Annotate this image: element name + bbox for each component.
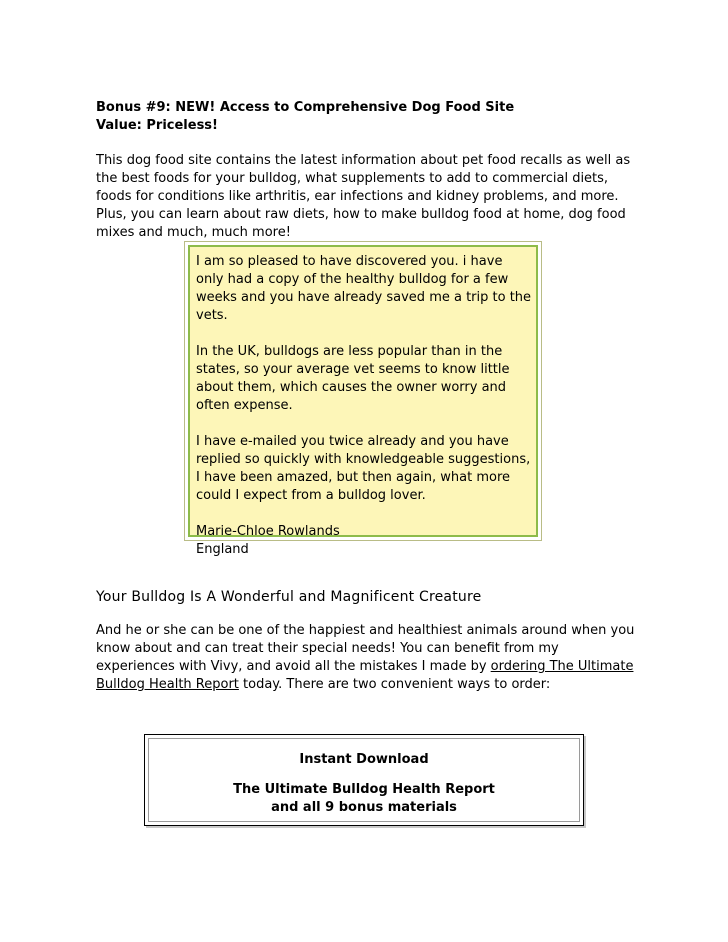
testimonial-paragraph-2: In the UK, bulldogs are less popular than in the states, so your average vet seems to know little about them, which causes the owner worry and often expense. [196,344,510,413]
bonus-description: This dog food site contains the latest information about pet food recalls as well as the best foods for your bulldog, what supplements to add to commercial diets, foods for conditions like arthritis, ear infections and kidney problems, and more. Plus, you can learn about raw diets, how to make bulldog food at home, dog food mixes and much, much more! [96,153,631,240]
testimonial-author: Marie-Chloe Rowlands [196,524,340,539]
section-heading: Your Bulldog Is A Wonderful and Magnificent Creature [96,589,482,605]
section-body [96,622,636,694]
instant-download-label: Instant Download [299,752,429,767]
testimonial-content [188,245,538,557]
bonus-title: Bonus #9: NEW! Access to Comprehensive Dog Food Site [96,100,515,115]
testimonial-paragraph-1: I am so pleased to have discovered you. i have only had a copy of the healthy bulldog for a few weeks and you have already saved me a trip to the vets. [196,254,532,323]
order-link[interactable]: ordering The Ultimate Bulldog Health Report [96,659,634,692]
section-body-text-1: And he or she can be one of the happiest and healthiest animals around when you know about and can treat their special needs! You can benefit from my experiences with Vivy, and avoid all the mistakes I made by [96,623,635,674]
bonus-heading [96,99,636,135]
testimonial-box [184,241,542,557]
testimonial-paragraph-3: I have e-mailed you twice already and you have replied so quickly with knowledgeable suggestions, I have been amazed, but then again, what more could I expect from a bulldog lover. [196,434,531,503]
product-name: The Ultimate Bulldog Health Report [233,782,495,797]
instant-download-box[interactable] [144,734,584,826]
testimonial-location: England [196,542,249,557]
section-body-text-2: today. There are two convenient ways to order: [238,677,551,692]
bonus-value: Value: Priceless! [96,118,218,133]
bonus-materials-note: and all 9 bonus materials [271,800,457,815]
instant-download-inner [148,738,580,822]
